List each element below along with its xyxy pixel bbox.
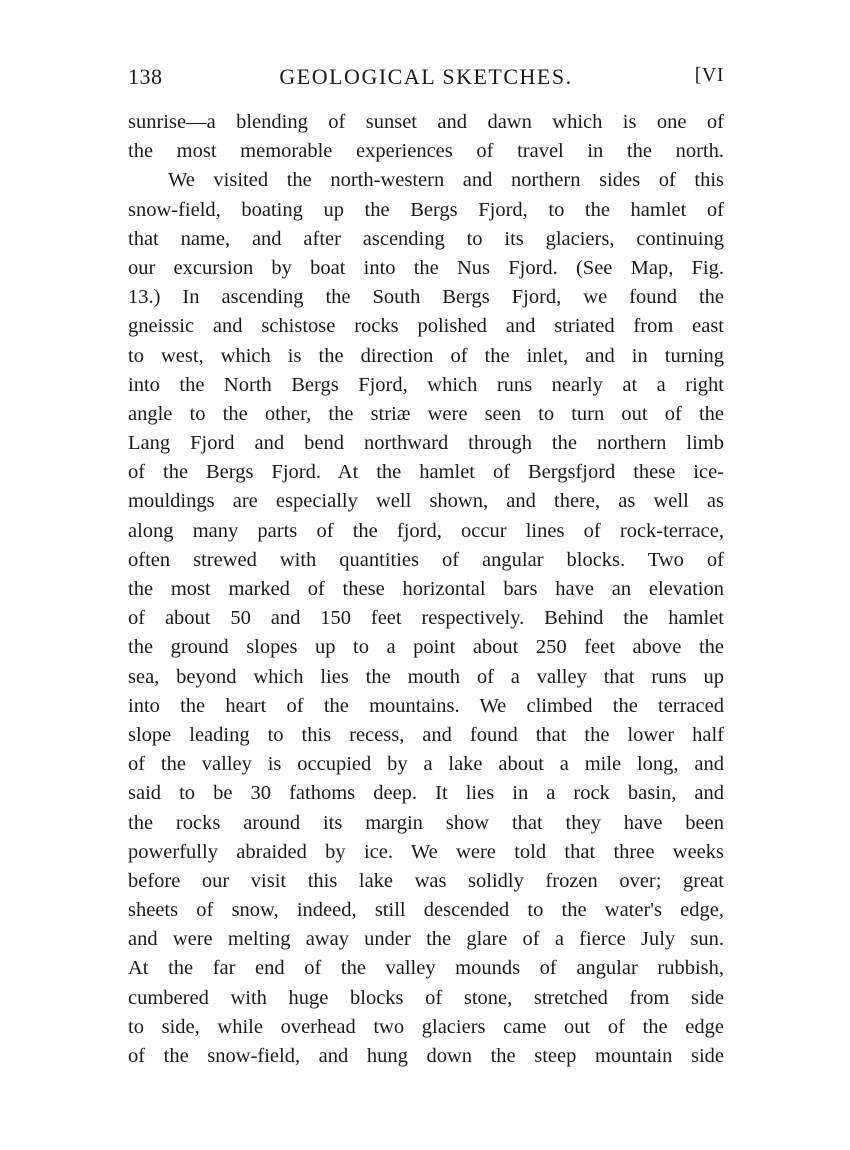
text-line: and were melting away under the glare of a fierce July sun.: [128, 928, 724, 951]
text-line: cumbered with huge blocks of stone, stretched from side: [128, 986, 724, 1009]
text-line: snow-field, boating up the Bergs Fjord, to the hamlet of: [128, 198, 724, 221]
text-line: into the heart of the mountains. We climbed the terraced: [128, 694, 724, 717]
text-line: gneissic and schistose rocks polished and striated from east: [128, 315, 724, 338]
text-line: sea, beyond which lies the mouth of a valley that runs up: [128, 665, 724, 688]
running-title: GEOLOGICAL SKETCHES.: [279, 64, 573, 89]
text-line: sunrise—a blending of sunset and dawn which is one of: [128, 111, 724, 133]
text-line: of the snow-field, and hung down the steep mountain side: [128, 1045, 724, 1067]
text-line: the rocks around its margin show that they have been: [128, 811, 724, 834]
text-line: slope leading to this recess, and found that the lower half: [128, 723, 724, 746]
running-head: [128, 64, 724, 94]
text-line: mouldings are especially well shown, and there, as well as: [128, 490, 724, 513]
text-line: of the valley is occupied by a lake about a mile long, and: [128, 753, 724, 776]
text-line: the most memorable experiences of travel in the north.: [128, 140, 724, 163]
text-line: At the far end of the valley mounds of angular rubbish,: [128, 957, 724, 980]
text-line: to side, while overhead two glaciers came out of the edge: [128, 1015, 724, 1038]
text-line: that name, and after ascending to its glaciers, continuing: [128, 227, 724, 250]
text-line: sheets of snow, indeed, still descended to the water's edge,: [128, 899, 724, 922]
page-number: 138: [128, 64, 163, 89]
text-line: powerfully abraided by ice. We were told that three weeks: [128, 840, 724, 863]
text-line: our excursion by boat into the Nus Fjord. (See Map, Fig.: [128, 256, 724, 279]
text-line: along many parts of the fjord, occur lines of rock-terrace,: [128, 519, 724, 542]
text-line: 13.) In ascending the South Bergs Fjord, we found the: [128, 286, 724, 309]
text-line: into the North Bergs Fjord, which runs nearly at a right: [128, 373, 724, 396]
text-line: We visited the north-western and northern sides of this: [168, 169, 724, 192]
chapter-marker: [VI: [694, 64, 724, 86]
text-line: often strewed with quantities of angular blocks. Two of: [128, 548, 724, 571]
text-line: said to be 30 fathoms deep. It lies in a rock basin, and: [128, 782, 724, 805]
text-line: of the Bergs Fjord. At the hamlet of Bergsfjord these ice-: [128, 461, 724, 484]
text-line: the ground slopes up to a point about 250 feet above the: [128, 636, 724, 659]
text-line: of about 50 and 150 feet respectively. Behind the hamlet: [128, 607, 724, 630]
body-text: [128, 108, 724, 1071]
text-line: Lang Fjord and bend northward through the northern limb: [128, 432, 724, 455]
text-line: to west, which is the direction of the inlet, and in turning: [128, 344, 724, 367]
text-line: before our visit this lake was solidly frozen over; great: [128, 869, 724, 892]
text-line: angle to the other, the striæ were seen to turn out of the: [128, 402, 724, 425]
text-line: the most marked of these horizontal bars have an elevation: [128, 578, 724, 600]
